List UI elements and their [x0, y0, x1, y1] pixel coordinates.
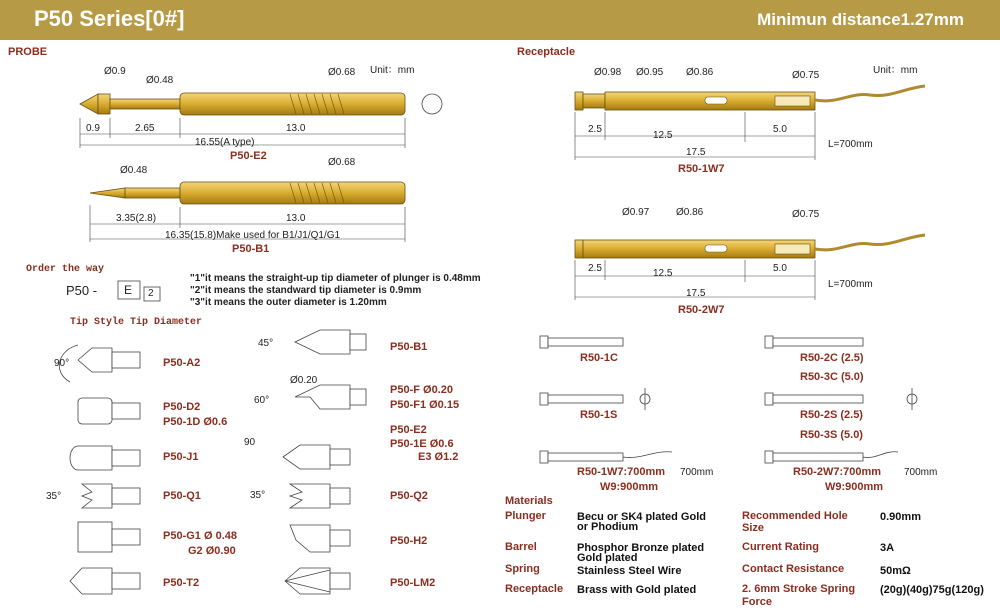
tip-drawings-left	[59, 345, 140, 594]
spec-current-value: 3A	[880, 542, 895, 554]
tip-f-angle: 60°	[254, 395, 270, 406]
order-column-heads: Tip Style Tip Diameter	[70, 317, 203, 328]
materials-heading: Materials	[505, 495, 553, 507]
r2w7-d3: Ø0.75	[792, 209, 820, 220]
b1-diameter-plunger: Ø0.48	[120, 165, 148, 176]
r2w7-l2: 12.5	[653, 268, 673, 279]
spec-plunger-value: Becu or SK4 plated Gold	[577, 511, 706, 523]
r2w7-wire-length: L=700mm	[828, 279, 873, 290]
r1w7-l2: 12.5	[653, 130, 673, 141]
r1w7-total: 17.5	[686, 147, 706, 158]
r1w7-l3: 5.0	[773, 124, 787, 135]
e2-total-length: 16.55(A type)	[195, 137, 255, 148]
spec-force-key-2: Force	[742, 596, 772, 608]
e2-length-3: 13.0	[286, 123, 306, 134]
tip-a2-angle: 90°	[54, 358, 70, 369]
order-code-diameter: 2	[148, 288, 154, 299]
tip-q1-label: P50-Q1	[163, 490, 201, 502]
e2-diameter-barrel: Ø0.68	[328, 67, 356, 78]
r1w9-small-label: W9:900mm	[600, 481, 659, 493]
r2w7-total: 17.5	[686, 288, 706, 299]
tip-lm2-label: P50-LM2	[390, 577, 436, 589]
page-subtitle: Minimun distance1.27mm	[757, 10, 964, 29]
spec-hole-value: 0.90mm	[880, 511, 921, 523]
tip-q2-label: P50-Q2	[390, 490, 428, 502]
r2w7-model-name: R50-2W7	[678, 304, 725, 316]
spec-current-key: Current Rating	[742, 541, 819, 553]
r2w7-l3: 5.0	[773, 263, 787, 274]
spec-receptacle-value: Brass with Gold plated	[577, 584, 697, 596]
tip-e2-angle: 90	[244, 437, 256, 448]
tip-j1-label: P50-J1	[163, 451, 199, 463]
spec-resistance-value: 50mΩ	[880, 565, 911, 577]
r2w7-d2: Ø0.86	[676, 207, 704, 218]
spec-plunger-key: Plunger	[505, 510, 546, 522]
tip-a2-label: P50-A2	[163, 357, 201, 369]
tip-q1-angle: 35°	[46, 491, 62, 502]
r1w7-d3: Ø0.86	[686, 67, 714, 78]
spec-force-key: 2. 6mm Stroke Spring	[742, 583, 856, 595]
r1c-label: R50-1C	[580, 352, 618, 364]
r3c-label: R50-3C (5.0)	[800, 371, 864, 383]
receptacle-2w7-drawing	[575, 235, 925, 300]
r2s-label: R50-2S (2.5)	[800, 409, 863, 421]
tip-f-diameter: Ø0.20	[290, 375, 318, 386]
r3s-label: R50-3S (5.0)	[800, 429, 863, 441]
r2c-label: R50-2C (2.5)	[800, 352, 864, 364]
tip-1e-label: P50-1E Ø0.6	[390, 438, 454, 450]
r1s-label: R50-1S	[580, 409, 618, 421]
tip-b1-label: P50-B1	[390, 341, 428, 353]
r1w7-l1: 2.5	[588, 124, 602, 135]
spec-hole-key-2: Size	[742, 522, 765, 534]
tip-q2-angle: 35°	[250, 490, 266, 501]
r1w7-model-name: R50-1W7	[678, 163, 725, 175]
r1w7-small-wire: 700mm	[680, 467, 714, 478]
r2w9-small-label: W9:900mm	[825, 481, 884, 493]
e2-diameter-tip: Ø0.9	[104, 66, 126, 77]
e2-diameter-plunger: Ø0.48	[146, 75, 174, 86]
spec-force-value: (20g)(40g)75g(120g)	[880, 584, 984, 596]
r2w7-l1: 2.5	[588, 263, 602, 274]
spec-resistance-key: Contact Resistance	[742, 563, 845, 575]
b1-length-2: 13.0	[286, 213, 306, 224]
tip-g2-label: G2 Ø0.90	[188, 545, 236, 557]
order-note-3: "3"it means the outer diameter is 1.20mm	[190, 297, 387, 308]
spec-spring-key: Spring	[505, 563, 540, 575]
tip-f1-label: P50-F1 Ø0.15	[390, 399, 460, 411]
tip-d2-label: P50-D2	[163, 401, 201, 413]
tip-f-label: P50-F Ø0.20	[390, 384, 453, 396]
r2w7-small-wire: 700mm	[904, 467, 938, 478]
tip-h2-label: P50-H2	[390, 535, 428, 547]
b1-length-1: 3.35(2.8)	[116, 213, 157, 224]
e2-length-1: 0.9	[86, 123, 100, 134]
b1-total-length: 16.35(15.8)Make used for B1/J1/Q1/G1	[165, 230, 341, 241]
order-code-prefix: P50 -	[66, 283, 98, 298]
spec-plunger-value-2: or Phodium	[577, 521, 639, 533]
probe-section-title: PROBE	[8, 46, 48, 58]
r1w7-d1: Ø0.98	[594, 67, 622, 78]
page-title: P50 Series[0#]	[34, 6, 185, 31]
tip-b1-angle: 45°	[258, 338, 274, 349]
r2w7-d1: Ø0.97	[622, 207, 650, 218]
tip-e2-label: P50-E2	[390, 424, 427, 436]
spec-hole-key: Recommended Hole	[742, 510, 848, 522]
order-heading: Order the way	[26, 264, 105, 275]
spec-barrel-value-2: Gold plated	[577, 552, 638, 564]
order-note-1: "1"it means the straight-up tip diameter of plunger is 0.48mm	[190, 273, 481, 284]
receptacle-unit: Unit：mm	[873, 65, 918, 76]
r1w7-wire-length: L=700mm	[828, 139, 873, 150]
receptacle-section-title: Receptacle	[517, 46, 576, 58]
r1w7-d2: Ø0.95	[636, 67, 664, 78]
probe-unit: Unit：mm	[370, 65, 415, 76]
r2w7-small-label: R50-2W7:700mm	[793, 466, 882, 478]
b1-model-name: P50-B1	[232, 243, 270, 255]
spec-receptacle-key: Receptacle	[505, 583, 564, 595]
r1w7-small-label: R50-1W7:700mm	[577, 466, 666, 478]
r1w7-d4: Ø0.75	[792, 70, 820, 81]
b1-diameter-barrel: Ø0.68	[328, 157, 356, 168]
order-note-2: "2"it means the standward tip diameter is 0.9mm	[190, 285, 422, 296]
spec-barrel-key: Barrel	[505, 541, 537, 553]
tip-e3-label: E3 Ø1.2	[418, 451, 459, 463]
tip-1d-label: P50-1D Ø0.6	[163, 416, 228, 428]
e2-model-name: P50-E2	[230, 150, 267, 162]
probe-e2-drawing	[80, 93, 442, 148]
tip-drawings-right	[283, 330, 366, 594]
order-code-style: E	[124, 283, 133, 297]
e2-length-2: 2.65	[135, 123, 155, 134]
spec-spring-value: Stainless Steel Wire	[577, 565, 682, 577]
tip-t2-label: P50-T2	[163, 577, 200, 589]
tip-g1-label: P50-G1 Ø 0.48	[163, 530, 237, 542]
spec-barrel-value: Phosphor Bronze plated	[577, 542, 705, 554]
